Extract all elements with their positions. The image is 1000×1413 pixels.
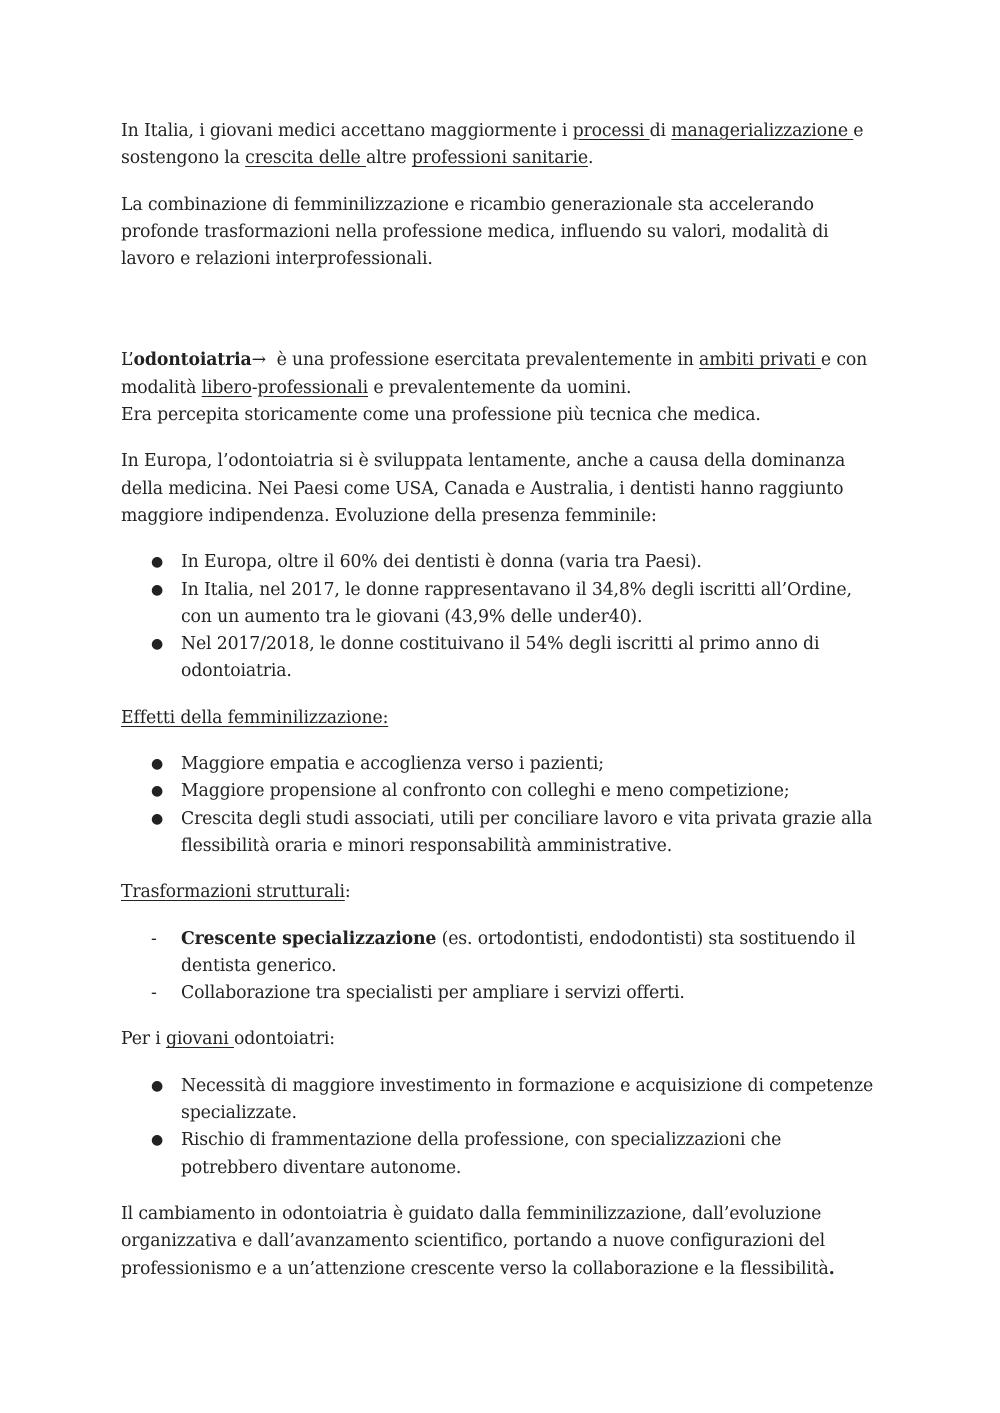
arrow-icon: → xyxy=(251,350,266,371)
paragraph-europa: In Europa, l’odontoiatria si è sviluppata lentamente, anche a causa della dominanza della medicina. Nei Paesi come USA, Canada e Australia, i dentisti hanno raggiunto maggiore indipendenza. Evoluzione della presenza femminile: xyxy=(121,451,846,526)
list-item xyxy=(121,1073,881,1128)
list-item xyxy=(121,751,881,778)
list-item-text: Crescita degli studi associati, utili per conciliare lavoro e vita privata grazie alla flessibilità oraria e minori responsabilità amministrative. xyxy=(181,808,873,856)
list-item xyxy=(121,806,881,861)
list-item-text: Maggiore propensione al confronto con colleghi e meno competizione; xyxy=(181,781,790,802)
text: e con modalità xyxy=(121,350,868,398)
text: e prevalentemente da uomini. xyxy=(367,377,632,398)
bullet-icon: ● xyxy=(151,554,164,571)
heading-effetti xyxy=(121,705,881,732)
underlined-text: crescita delle xyxy=(245,148,366,169)
paragraph-giovani-medici xyxy=(121,118,881,173)
underlined-text: libero xyxy=(201,377,252,398)
text: In Italia, i giovani medici accettano maggiormente i xyxy=(121,121,573,141)
underlined-text: giovani xyxy=(165,1029,234,1050)
list-item-text: Rischio di frammentazione della professione, con specializzazioni che potrebbero diventare autonome. xyxy=(181,1130,782,1178)
list-item-text: Nel 2017/2018, le donne costituivano il 54% degli iscritti al primo anno di odontoiatria. xyxy=(181,634,820,682)
bullet-icon: ● xyxy=(151,1132,164,1149)
paragraph-odontoiatria xyxy=(121,347,881,429)
paragraph-conclusione xyxy=(121,1201,881,1283)
list-item xyxy=(121,926,881,981)
text: odontoiatri: xyxy=(233,1029,335,1050)
text: : xyxy=(344,882,351,903)
list-item xyxy=(121,631,881,686)
underlined-text: processi xyxy=(572,121,650,141)
bold-term: odontoiatria xyxy=(133,350,252,371)
bullet-icon: ● xyxy=(151,783,164,800)
bold-period: . xyxy=(828,1258,835,1279)
text: L’ xyxy=(121,350,134,371)
paragraph-femminilizzazione: La combinazione di femminilizzazione e ricambio generazionale sta accelerando profonde trasformazioni nella professione medica, influendo su valori, modalità di lavoro e relazioni interprofessionali. xyxy=(121,194,829,270)
text: Era percepita storicamente come una professione più tecnica che medica. xyxy=(121,405,761,426)
list-item xyxy=(121,577,881,632)
list-item-text: In Europa, oltre il 60% dei dentisti è donna (varia tra Paesi). xyxy=(181,552,702,573)
underlined-text: Effetti della femminilizzazione: xyxy=(121,707,389,728)
text: - xyxy=(251,377,258,398)
underlined-text: Trasformazioni strutturali xyxy=(121,882,345,903)
list-item-text: In Italia, nel 2017, le donne rappresentavano il 34,8% degli iscritti all’Ordine, con un aumento tra le giovani (43,9% delle under40). xyxy=(181,579,852,627)
bullet-icon: ● xyxy=(151,810,164,827)
text: altre xyxy=(365,148,412,169)
bullet-list-giovani xyxy=(121,1073,881,1182)
list-item xyxy=(121,1127,881,1182)
underlined-text: professionali xyxy=(257,377,368,398)
bold-term: Crescente specializzazione xyxy=(181,928,437,949)
bullet-list-presenza-femminile xyxy=(121,549,881,685)
bullet-icon: ● xyxy=(151,756,164,773)
heading-trasformazioni xyxy=(121,879,881,906)
document-page xyxy=(121,118,881,1283)
text: e sostengono la xyxy=(121,121,864,169)
heading-giovani xyxy=(121,1026,881,1053)
underlined-text: managerializzazione xyxy=(671,121,854,141)
underlined-text: ambiti privati xyxy=(699,350,821,371)
bullet-icon: ● xyxy=(151,581,164,598)
underlined-text: professioni sanitarie xyxy=(411,148,588,169)
text: è una professione esercitata prevalentemente in xyxy=(265,350,700,371)
list-item-text: Collaborazione tra specialisti per ampliare i servizi offerti. xyxy=(181,983,685,1004)
list-item xyxy=(121,549,881,576)
list-item-text: (es. ortodontisti, endodontisti) sta sostituendo il dentista generico. xyxy=(181,928,856,976)
list-item xyxy=(121,778,881,805)
dash-icon: - xyxy=(151,928,157,949)
text: Per i xyxy=(121,1029,166,1050)
dash-icon: - xyxy=(151,983,157,1004)
bullet-icon: ● xyxy=(151,636,164,653)
text: Il cambiamento in odontoiatria è guidato dalla femminilizzazione, dall’evoluzione organizzativa e dall’avanzamento scientifico, portando a nuove configurazioni del professionismo e a un’attenzione crescente verso la collaborazione e la flessibilità xyxy=(121,1203,829,1279)
text: di xyxy=(649,121,672,141)
text: . xyxy=(587,148,594,169)
bullet-list-effetti xyxy=(121,751,881,860)
bullet-icon: ● xyxy=(151,1077,164,1094)
list-item-text: Necessità di maggiore investimento in formazione e acquisizione di competenze specializzate. xyxy=(181,1075,874,1124)
list-item-text: Maggiore empatia e accoglienza verso i pazienti; xyxy=(181,754,604,775)
list-item xyxy=(121,980,881,1007)
dash-list-trasformazioni xyxy=(121,926,881,1008)
